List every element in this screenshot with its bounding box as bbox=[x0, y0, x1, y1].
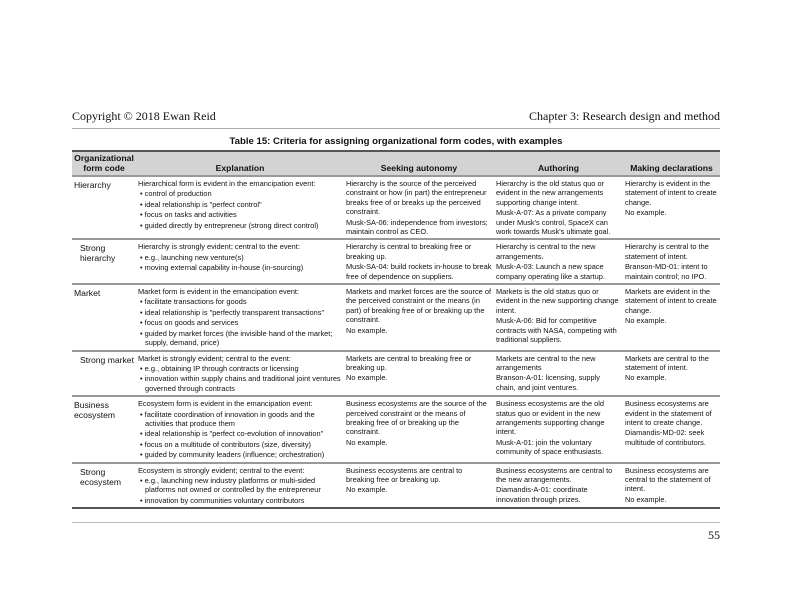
column-header-explanation: Explanation bbox=[136, 151, 344, 176]
explanation-cell bbox=[136, 176, 344, 239]
seeking-text: No example. bbox=[346, 485, 388, 495]
authoring-text: Markets are central to the new arrangements bbox=[496, 353, 596, 372]
explanation-bullet: • focus on tasks and activities bbox=[138, 210, 342, 219]
table-header-row bbox=[72, 151, 720, 176]
explanation-bullet: • focus on goods and services bbox=[138, 318, 342, 327]
making-cell bbox=[623, 463, 720, 509]
making-text: Branson-MD-01: intent to maintain control; no IPO. bbox=[625, 262, 708, 281]
explanation-intro: Ecosystem is strongly evident; central to the event: bbox=[138, 465, 305, 475]
authoring-cell bbox=[494, 351, 623, 397]
making-text: No example. bbox=[625, 316, 667, 326]
explanation-bullet: • e.g., launching new venture(s) bbox=[138, 253, 342, 262]
authoring-cell bbox=[494, 239, 623, 284]
seeking-text: Business ecosystems are the source of the perceived constraint or the means of breaking free of or breaking up the constraint. bbox=[346, 399, 487, 437]
explanation-intro: Hierarchy is strongly evident; central to the event: bbox=[138, 242, 300, 252]
explanation-bullet: • e.g., obtaining IP through contracts or licensing bbox=[138, 364, 342, 373]
running-header-chapter: Chapter 3: Research design and method bbox=[529, 109, 720, 123]
authoring-text: Musk-A-01: join the voluntary community of space enthusiasts. bbox=[496, 437, 604, 457]
form-code-cell: Hierarchy bbox=[72, 176, 136, 239]
authoring-text: Diamandis-A-01: coordinate innovation through prizes. bbox=[496, 485, 588, 504]
authoring-text: Musk-A-03: Launch a new space company operating like a startup. bbox=[496, 262, 605, 281]
authoring-text: Musk-A-06: Bid for competitive contracts with NASA, competing with traditional suppliers. bbox=[496, 316, 617, 345]
explanation-intro: Market is strongly evident; central to the event: bbox=[138, 353, 291, 363]
making-text: Markets are central to the statement of intent. bbox=[625, 353, 709, 372]
explanation-bullet: • moving external capability in-house (in-sourcing) bbox=[138, 263, 342, 272]
making-text: Business ecosystems are evident in the statement of intent to create change. bbox=[625, 399, 712, 427]
table-row bbox=[72, 351, 720, 397]
column-header-authoring: Authoring bbox=[494, 151, 623, 176]
seeking-text: No example. bbox=[346, 325, 388, 335]
seeking-cell bbox=[344, 284, 494, 350]
making-text: No example. bbox=[625, 373, 667, 383]
authoring-text: Hierarchy is the old status quo or evident in the new arrangements supporting change intent. bbox=[496, 179, 605, 207]
making-text: Markets are evident in the statement of intent to create change. bbox=[625, 287, 717, 315]
authoring-cell bbox=[494, 176, 623, 239]
making-cell bbox=[623, 176, 720, 239]
seeking-text: Hierarchy is the source of the perceived constraint or how (in part) the entrepreneur breaks free of or breaks up the perceived constraint. bbox=[346, 179, 487, 217]
seeking-text: No example. bbox=[346, 373, 388, 383]
seeking-text: Markets are central to breaking free or breaking up. bbox=[346, 353, 472, 372]
making-text: Hierarchy is evident in the statement of intent to create change. bbox=[625, 179, 717, 207]
making-text: No example. bbox=[625, 494, 667, 504]
explanation-intro: Ecosystem form is evident in the emancipation event: bbox=[138, 399, 313, 409]
explanation-bullet: • facilitate coordination of innovation in goods and the activities that produce them bbox=[138, 410, 342, 429]
explanation-bullet: • ideal relationship is "perfect co-evolution of innovation" bbox=[138, 429, 342, 438]
making-cell bbox=[623, 284, 720, 350]
making-text: Business ecosystems are central to the statement of intent. bbox=[625, 465, 711, 494]
authoring-text: Business ecosystems are central to the new arrangements. bbox=[496, 465, 613, 484]
explanation-bullet: • guided by market forces (the invisible hand of the market; supply, demand, price) bbox=[138, 329, 342, 348]
seeking-cell bbox=[344, 176, 494, 239]
explanation-bullet: • ideal relationship is "perfectly transparent transactions" bbox=[138, 308, 342, 317]
seeking-text: Business ecosystems are central to breaking free or breaking up. bbox=[346, 465, 463, 484]
seeking-cell bbox=[344, 239, 494, 284]
footer-rule bbox=[72, 522, 720, 523]
seeking-cell bbox=[344, 351, 494, 397]
explanation-cell bbox=[136, 239, 344, 284]
column-header-seeking-autonomy bbox=[344, 151, 494, 176]
explanation-cell bbox=[136, 284, 344, 350]
explanation-bullet: • guided by community leaders (influence; orchestration) bbox=[138, 450, 342, 459]
seeking-text: Markets and market forces are the source of the perceived constraint or the means (in part) of breaking free of or breaking up the constraint. bbox=[346, 287, 492, 325]
making-text: No example. bbox=[625, 208, 667, 218]
seeking-text: Musk-SA-04: build rockets in-house to break free of dependence on suppliers. bbox=[346, 262, 492, 281]
form-code-cell: Strong ecosystem bbox=[72, 463, 136, 509]
explanation-intro: Market form is evident in the emancipation event: bbox=[138, 287, 300, 297]
authoring-text: Business ecosystems are the old status quo or evident in the new arrangements supporting change intent. bbox=[496, 399, 605, 437]
seeking-text: No example. bbox=[346, 437, 388, 447]
making-cell bbox=[623, 396, 720, 462]
explanation-bullet: • focus on a multitude of contributors (size, diversity) bbox=[138, 440, 342, 449]
explanation-cell bbox=[136, 351, 344, 397]
authoring-text: Musk-A-07: As a private company under Musk's control, SpaceX can work towards Musk's ultimate goal. bbox=[496, 208, 611, 237]
explanation-bullet: • ideal relationship is "perfect control" bbox=[138, 200, 342, 209]
making-cell bbox=[623, 239, 720, 284]
table-row bbox=[72, 239, 720, 284]
explanation-bullet: • guided directly by entrepreneur (strong direct control) bbox=[138, 221, 342, 230]
authoring-text: Branson-A-01: licensing, supply chain, and joint ventures. bbox=[496, 373, 600, 392]
authoring-cell bbox=[494, 396, 623, 462]
explanation-cell bbox=[136, 463, 344, 509]
explanation-bullet: • control of production bbox=[138, 189, 342, 198]
seeking-cell bbox=[344, 396, 494, 462]
authoring-text: Markets is the old status quo or evident in the new supporting change intent. bbox=[496, 287, 619, 315]
seeking-cell bbox=[344, 463, 494, 509]
criteria-table bbox=[72, 150, 720, 509]
seeking-label: Seeking autonomy bbox=[380, 163, 458, 173]
explanation-bullet: • innovation by communities voluntary contributors bbox=[138, 496, 342, 505]
explanation-bullet: • innovation within supply chains and traditional joint ventures governed through contracts bbox=[138, 374, 342, 393]
explanation-bullet: • facilitate transactions for goods bbox=[138, 297, 342, 306]
explanation-intro: Hierarchical form is evident in the emancipation event: bbox=[138, 179, 316, 188]
table-title: Table 15: Criteria for assigning organizational form codes, with examples bbox=[229, 136, 563, 147]
form-code-cell: Business ecosystem bbox=[72, 396, 136, 462]
explanation-bullet: • e.g., launching new industry platforms or multi-sided platforms not owned or controlled by the entrepreneur bbox=[138, 476, 342, 495]
table-row bbox=[72, 463, 720, 509]
table-row bbox=[72, 176, 720, 239]
table-row bbox=[72, 396, 720, 462]
form-code-cell: Strong hierarchy bbox=[72, 239, 136, 284]
explanation-cell bbox=[136, 396, 344, 462]
running-header-copyright: Copyright © 2018 Ewan Reid bbox=[72, 109, 216, 123]
authoring-cell bbox=[494, 284, 623, 350]
seeking-text: Hierarchy is central to breaking free or breaking up. bbox=[346, 242, 472, 261]
making-text: Hierarchy is central to the statement of intent. bbox=[625, 242, 709, 261]
page-number: 55 bbox=[708, 528, 720, 542]
form-code-cell: Market bbox=[72, 284, 136, 350]
table-row bbox=[72, 284, 720, 350]
table-body bbox=[72, 176, 720, 508]
form-code-cell: Strong market bbox=[72, 351, 136, 397]
authoring-cell bbox=[494, 463, 623, 509]
seeking-text: Musk-SA-06: independence from investors; maintain control as CEO. bbox=[346, 217, 488, 237]
column-header-making-declarations: Making declarations bbox=[623, 151, 720, 176]
authoring-text: Hierarchy is central to the new arrangements. bbox=[496, 242, 596, 261]
making-text: Diamandis-MD-02: seek multitude of contributors. bbox=[625, 428, 706, 447]
column-header-code: Organizational form code bbox=[72, 151, 136, 176]
making-cell bbox=[623, 351, 720, 397]
header-rule bbox=[72, 128, 720, 129]
